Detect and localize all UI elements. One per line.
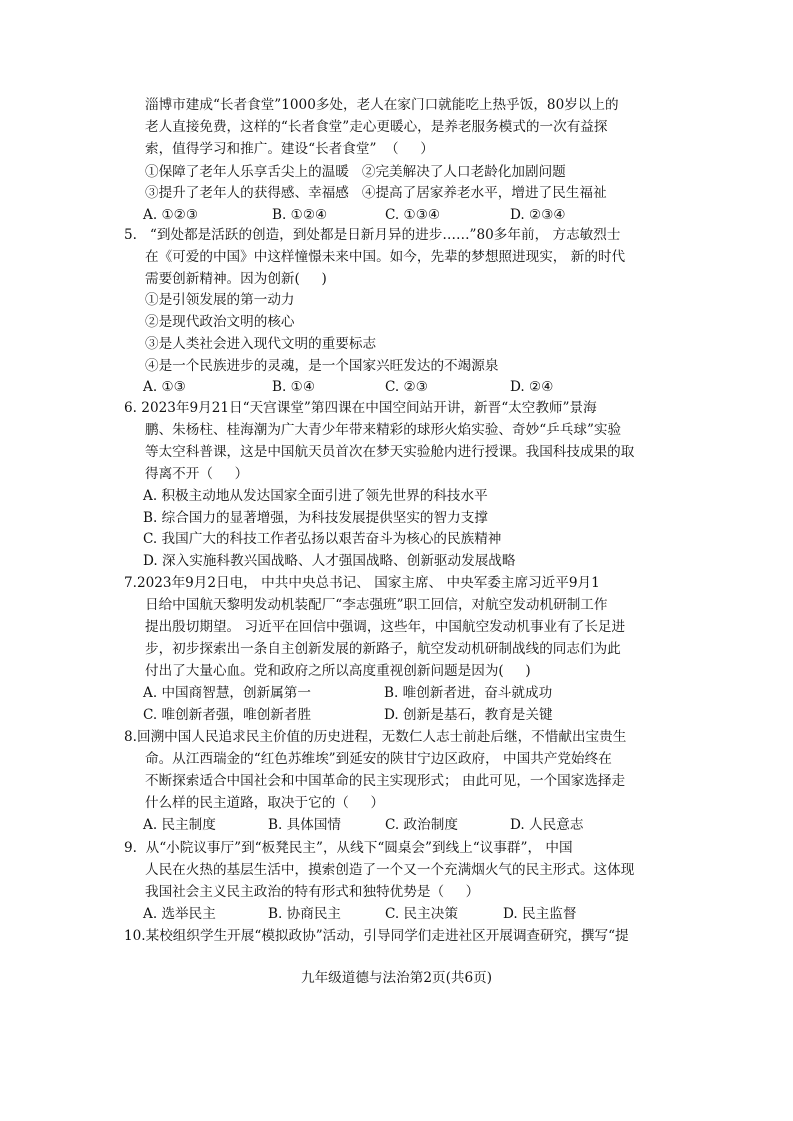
question-8-stem-line-1: 8.回溯中国人民追求民主价值的历史进程，无数仁人志士前赴后继，不惜献出宝贵生 bbox=[124, 729, 627, 745]
question-8-option-d[interactable]: D. 人民意志 bbox=[510, 817, 584, 833]
question-5-option-b[interactable]: B. ①④ bbox=[272, 379, 316, 395]
question-5-stem-line-1: 5. “到处都是活跃的创造，到处都是日新月异的进步……”80多年前， 方志敏烈士 bbox=[124, 227, 621, 243]
question-6-stem-line-4: 得离不开（ ） bbox=[145, 466, 249, 482]
question-7-option-b[interactable]: B. 唯创新者进，奋斗就成功 bbox=[384, 685, 553, 701]
question-7-stem-line-1: 7.2023年9月2日电， 中共中央总书记、 国家主席、 中央军委主席习近平9月1 bbox=[124, 575, 600, 591]
question-4-option-d[interactable]: D. ②③④ bbox=[510, 207, 566, 223]
question-5-item-line-4: ④是一个民族进步的灵魂，是一个国家兴旺发达的不竭源泉 bbox=[145, 358, 499, 374]
question-4-option-b[interactable]: B. ①②④ bbox=[272, 207, 328, 223]
question-7-option-d[interactable]: D. 创新是基石，教育是关键 bbox=[384, 707, 553, 723]
question-7-stem-line-2: 日给中国航天黎明发动机装配厂“李志强班”职工回信，对航空发动机研制工作 bbox=[145, 597, 608, 613]
question-4-option-c[interactable]: C. ①③④ bbox=[385, 207, 441, 223]
question-9-stem-line-3: 我国社会主义民主政治的特有形式和独特优势是（ ） bbox=[145, 884, 480, 900]
question-7-options-row-1 bbox=[0, 683, 793, 703]
question-8-option-b[interactable]: B. 具体国情 bbox=[268, 817, 342, 833]
question-4-item-line-1: ①保障了老年人乐享舌尖上的温暖 ②完美解决了人口老龄化加剧问题 bbox=[145, 164, 566, 180]
question-9-option-c[interactable]: C. 民主决策 bbox=[385, 906, 458, 922]
question-9-option-a[interactable]: A. 选举民主 bbox=[143, 906, 216, 922]
question-9-stem-line-2: 人民在火热的基层生活中，摸索创造了一个又一个充满烟火气的民主形式。这体现 bbox=[145, 862, 635, 878]
question-8-stem-line-3: 不断探索适合中国社会和中国革命的民主实现形式； 由此可见，一个国家选择走 bbox=[145, 773, 626, 789]
question-5-option-d[interactable]: D. ②④ bbox=[510, 379, 554, 395]
question-5-option-a[interactable]: A. ①③ bbox=[143, 379, 186, 395]
question-7-option-c[interactable]: C. 唯创新者强，唯创新者胜 bbox=[143, 707, 312, 723]
question-7-stem-line-5: 付出了大量心血。党和政府之所以高度重视创新问题是因为( ) bbox=[145, 663, 531, 679]
question-4-options bbox=[0, 205, 793, 225]
question-5-option-c[interactable]: C. ②③ bbox=[385, 379, 428, 395]
question-6-stem-line-1: 6. 2023年9月21日“天宫课堂”第四课在中国空间站开讲，新晋“太空教师”景海 bbox=[124, 400, 597, 416]
question-5-item-line-2: ②是现代政治文明的核心 bbox=[145, 314, 295, 330]
question-9-option-d[interactable]: D. 民主监督 bbox=[503, 906, 577, 922]
question-5-stem-line-3: 需要创新精神。因为创新( ) bbox=[145, 271, 327, 287]
question-8-stem-line-2: 命。从江西瑞金的“红色苏维埃”到延安的陕甘宁边区政府， 中国共产党始终在 bbox=[145, 751, 612, 767]
question-5-item-line-1: ①是引领发展的第一动力 bbox=[145, 292, 295, 308]
question-6-option-b[interactable]: B. 综合国力的显著增强，为科技发展提供坚实的智力支撑 bbox=[143, 510, 488, 526]
question-5-item-line-3: ③是人类社会进入现代文明的重要标志 bbox=[145, 336, 377, 352]
question-10-stem-line-1: 10.某校组织学生开展“模拟政协”活动，引导同学们走进社区开展调查研究，撰写“提 bbox=[124, 928, 629, 944]
question-8-option-a[interactable]: A. 民主制度 bbox=[143, 817, 216, 833]
question-6-option-d[interactable]: D. 深入实施科教兴国战略、人才强国战略、创新驱动发展战略 bbox=[143, 553, 516, 569]
question-5-stem-line-2: 在《可爱的中国》中这样憧憬未来中国。如今，先辈的梦想照进现实， 新的时代 bbox=[145, 249, 626, 265]
question-9-option-b[interactable]: B. 协商民主 bbox=[268, 906, 342, 922]
question-4-stem-line-1: 淄博市建成“长者食堂”1000多处，老人在家门口就能吃上热乎饭，80岁以上的 bbox=[145, 97, 619, 113]
question-8-options bbox=[0, 815, 793, 835]
question-8-stem-line-4: 什么样的民主道路，取决于它的（ ） bbox=[145, 795, 385, 811]
question-6-stem-line-2: 鹏、朱杨柱、桂海潮为广大青少年带来精彩的球形火焰实验、奇妙“乒乓球”实验 bbox=[145, 422, 622, 438]
question-6-stem-line-3: 等太空科普课，这是中国航天员首次在梦天实验舱内进行授课。我国科技成果的取 bbox=[145, 444, 635, 460]
page-footer: 九年级道德与法治第2页(共6页) bbox=[300, 970, 493, 986]
question-7-option-a[interactable]: A. 中国商智慧，创新属第一 bbox=[143, 685, 311, 701]
question-4-option-a[interactable]: A. ①②③ bbox=[143, 207, 199, 223]
question-8-option-c[interactable]: C. 政治制度 bbox=[385, 817, 458, 833]
question-4-item-line-2: ③提升了老年人的获得感、幸福感 ④提高了居家养老水平，增进了民生福祉 bbox=[145, 185, 607, 201]
question-6-option-c[interactable]: C. 我国广大的科技工作者弘扬以艰苦奋斗为核心的民族精神 bbox=[143, 531, 502, 547]
question-9-stem-line-1: 9. 从“小院议事厅”到“板凳民主”，从线下“圆桌会”到线上“议事群”， 中国 bbox=[124, 840, 573, 856]
question-7-stem-line-3: 提出殷切期望。 习近平在回信中强调，这些年，中国航空发动机事业有了长足进 bbox=[145, 619, 626, 635]
question-7-options-row-2 bbox=[0, 705, 793, 725]
question-4-stem-line-3: 索，值得学习和推广。建设“长者食堂” （ ） bbox=[145, 141, 434, 157]
question-9-options bbox=[0, 904, 793, 924]
question-4-stem-line-2: 老人直接免费，这样的“长者食堂”走心更暖心，是养老服务模式的一次有益探 bbox=[145, 119, 608, 135]
question-5-options bbox=[0, 377, 793, 397]
question-6-option-a[interactable]: A. 积极主动地从发达国家全面引进了领先世界的科技水平 bbox=[143, 488, 488, 504]
question-7-stem-line-4: 步，初步探索出一条自主创新发展的新路子，航空发动机研制战线的同志们为此 bbox=[145, 641, 621, 657]
